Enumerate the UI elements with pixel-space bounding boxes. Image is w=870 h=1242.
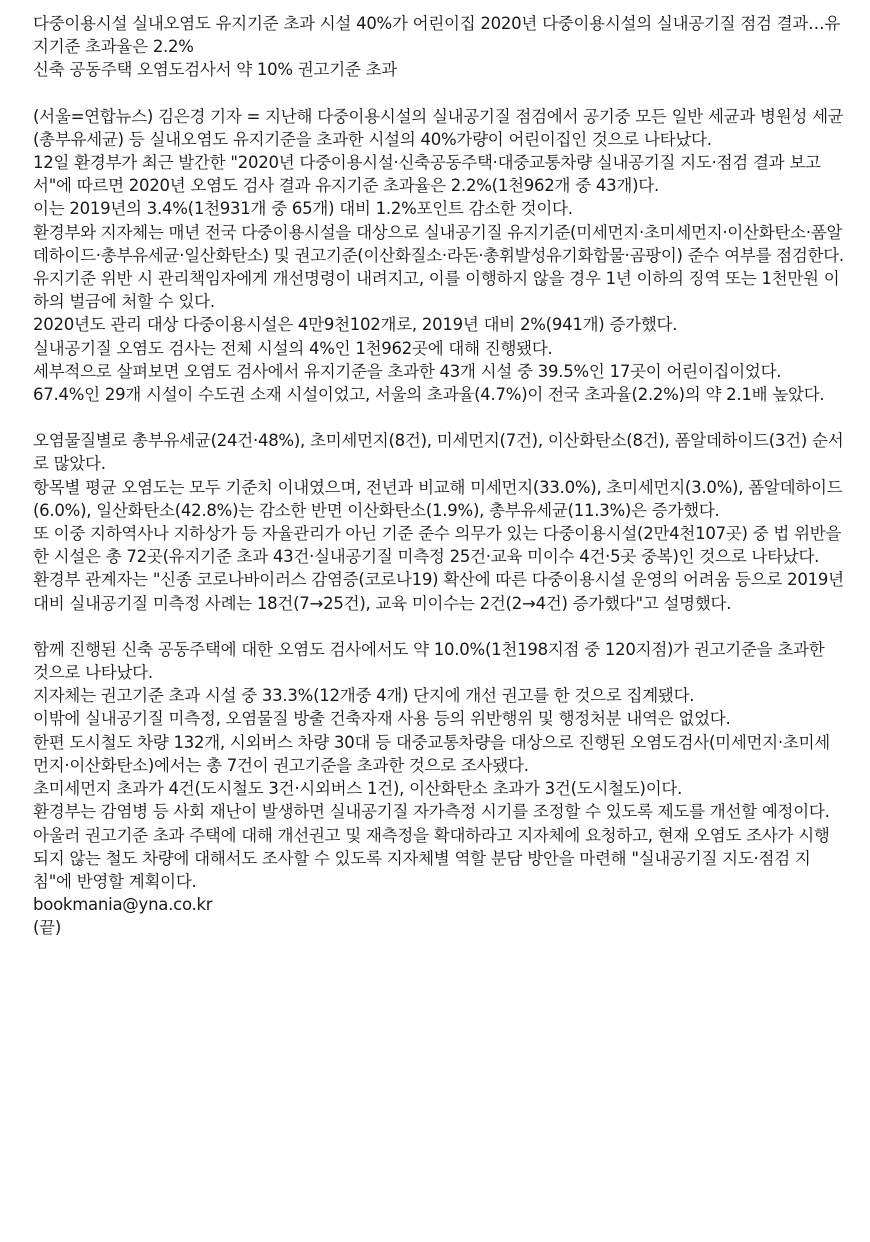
paragraph-spacer xyxy=(33,82,845,105)
article-paragraph: 초미세먼지 초과가 4건(도시철도 3건·시외버스 1건), 이산화탄소 초과가 3건(도시철도)이다. xyxy=(33,779,683,799)
article-headline: 다중이용시설 실내오염도 유지기준 초과 시설 40%가 어린이집 2020년 다중이용시설의 실내공기질 점검 결과…유지기준 초과율은 2.2% xyxy=(33,14,841,57)
article-paragraph: 환경부와 지자체는 매년 전국 다중이용시설을 대상으로 실내공기질 유지기준(미세먼지·초미세먼지·이산화탄소·폼알데하이드·총부유세균·일산화탄소) 및 권고기준(이산화질소·라돈·총휘발성유기화합물·곰팡이) 준수 여부를 점검한다. xyxy=(33,222,844,265)
paragraph-spacer xyxy=(33,406,845,429)
article-paragraph: 아울러 권고기준 초과 주택에 대해 개선권고 및 재측정을 확대하라고 지자체에 요청하고, 현재 오염도 조사가 시행되지 않는 철도 차량에 대해서도 조사할 수 있도록 지자체별 역할 분담 방안을 마련해 "실내공기질 지도·점검 지침"에 반영할 계획이다. xyxy=(33,825,830,891)
article-paragraph: 오염물질별로 총부유세균(24건·48%), 초미세먼지(8건), 미세먼지(7건), 이산화탄소(8건), 폼알데하이드(3건) 순서로 많았다. xyxy=(33,431,844,474)
article-paragraph: 67.4%인 29개 시설이 수도권 소재 시설이었고, 서울의 초과율(4.7%)이 전국 초과율(2.2%)의 약 2.1배 높았다. xyxy=(33,385,825,405)
article-paragraph: 이는 2019년의 3.4%(1천931개 중 65개) 대비 1.2%포인트 감소한 것이다. xyxy=(33,199,573,219)
article-body xyxy=(33,12,845,940)
article-paragraph: 2020년도 관리 대상 다중이용시설은 4만9천102개로, 2019년 대비 2%(941개) 증가했다. xyxy=(33,315,678,335)
paragraph-spacer xyxy=(33,615,845,638)
article-paragraph: 지자체는 권고기준 초과 시설 중 33.3%(12개중 4개) 단지에 개선 권고를 한 것으로 집계됐다. xyxy=(33,686,695,706)
article-paragraph: 12일 환경부가 최근 발간한 "2020년 다중이용시설·신축공동주택·대중교통차량 실내공기질 지도·점검 결과 보고서"에 따르면 2020년 오염도 검사 결과 유지기준 초과율은 2.2%(1천962개 중 43개)다. xyxy=(33,153,821,196)
article-paragraph: 항목별 평균 오염도는 모두 기준치 이내였으며, 전년과 비교해 미세먼지(33.0%), 초미세먼지(3.0%), 폼알데하이드(6.0%), 일산화탄소(42.8%)는 감소한 반면 이산화탄소(1.9%), 총부유세균(11.3%)은 증가했다. xyxy=(33,477,843,520)
article-paragraph: 환경부는 감염병 등 사회 재난이 발생하면 실내공기질 자가측정 시기를 조정할 수 있도록 제도를 개선할 예정이다. xyxy=(33,802,830,822)
article-paragraph: (서울=연합뉴스) 김은경 기자 = 지난해 다중이용시설의 실내공기질 점검에서 공기중 모든 일반 세균과 병원성 세균(총부유세균) 등 실내오염도 유지기준을 초과한 시설의 40%가량이 어린이집인 것으로 나타났다. xyxy=(33,106,844,149)
article-paragraph: 유지기준 위반 시 관리책임자에게 개선명령이 내려지고, 이를 이행하지 않을 경우 1년 이하의 징역 또는 1천만원 이하의 벌금에 처할 수 있다. xyxy=(33,269,840,312)
article-end-mark: (끝) xyxy=(33,918,62,938)
article-paragraph: 또 이중 지하역사나 지하상가 등 자율관리가 아닌 기준 준수 의무가 있는 다중이용시설(2만4천107곳) 중 법 위반을 한 시설은 총 72곳(유지기준 초과 43건·실내공기질 미측정 25건·교육 미이수 4건·5곳 중복)인 것으로 나타났다. xyxy=(33,524,842,567)
reporter-email: bookmania@yna.co.kr xyxy=(33,895,213,915)
article-paragraph: 실내공기질 오염도 검사는 전체 시설의 4%인 1천962곳에 대해 진행됐다. xyxy=(33,338,553,358)
article-subheadline: 신축 공동주택 오염도검사서 약 10% 권고기준 초과 xyxy=(33,60,397,80)
article-paragraph: 세부적으로 살펴보면 오염도 검사에서 유지기준을 초과한 43개 시설 중 39.5%인 17곳이 어린이집이었다. xyxy=(33,361,782,381)
article-paragraph: 이밖에 실내공기질 미측정, 오염물질 방출 건축자재 사용 등의 위반행위 및 행정처분 내역은 없었다. xyxy=(33,709,731,729)
article-paragraph: 함께 진행된 신축 공동주택에 대한 오염도 검사에서도 약 10.0%(1천198지점 중 120지점)가 권고기준을 초과한 것으로 나타났다. xyxy=(33,639,825,683)
article-paragraph: 환경부 관계자는 "신종 코로나바이러스 감염증(코로나19) 확산에 따른 다중이용시설 운영의 어려움 등으로 2019년 대비 실내공기질 미측정 사례는 18건(7→25건), 교육 미이수는 2건(2→4건) 증가했다"고 설명했다. xyxy=(33,570,844,613)
article-paragraph: 한편 도시철도 차량 132개, 시외버스 차량 30대 등 대중교통차량을 대상으로 진행된 오염도검사(미세먼지·초미세먼지·이산화탄소)에서는 총 7건이 권고기준을 초과한 것으로 조사됐다. xyxy=(33,732,830,775)
